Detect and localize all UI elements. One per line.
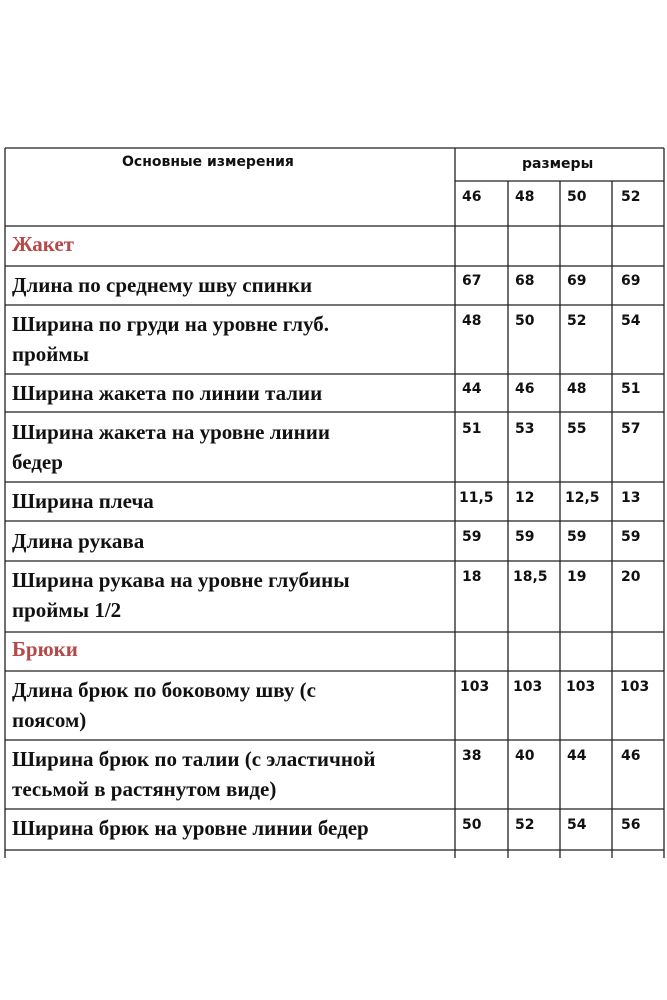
row-value-48: 52 xyxy=(515,817,535,833)
row-value-52: 59 xyxy=(621,529,641,545)
size-50: 50 xyxy=(567,189,587,205)
row-value-48: 53 xyxy=(515,421,535,437)
row-value-48: 103 xyxy=(513,679,543,695)
row-value-52: 56 xyxy=(621,817,641,833)
row-value-48: 40 xyxy=(515,748,535,764)
section-title-jacket: Жакет xyxy=(12,232,74,256)
row-value-48: 50 xyxy=(515,313,535,329)
row-value-46: 38 xyxy=(462,748,482,764)
row-value-50: 59 xyxy=(567,529,587,545)
row-value-50: 69 xyxy=(567,273,587,289)
row-value-50: 103 xyxy=(566,679,596,695)
row-label: Длина брюк по боковому шву (с xyxy=(12,678,316,702)
row-label-line2: бедер xyxy=(12,450,63,474)
size-52: 52 xyxy=(621,189,641,205)
row-label: Ширина брюк на уровне линии бедер xyxy=(12,816,369,840)
row-label-line2: проймы 1/2 xyxy=(12,598,122,622)
row-value-52: 54 xyxy=(621,313,641,329)
row-label: Ширина жакета по линии талии xyxy=(12,381,323,405)
row-value-52: 103 xyxy=(620,679,650,695)
row-label-line2: проймы xyxy=(12,342,90,366)
row-value-50: 55 xyxy=(567,421,587,437)
row-label-line2: поясом) xyxy=(12,708,87,732)
row-value-46: 18 xyxy=(462,569,482,585)
row-value-52: 51 xyxy=(621,381,641,397)
row-value-50: 19 xyxy=(567,569,587,585)
row-label: Ширина плеча xyxy=(12,489,154,513)
row-value-46: 59 xyxy=(462,529,482,545)
row-value-52: 13 xyxy=(621,490,641,506)
row-value-46: 44 xyxy=(462,381,482,397)
size-48: 48 xyxy=(515,189,535,205)
row-value-50: 52 xyxy=(567,313,587,329)
row-value-50: 12,5 xyxy=(565,490,600,506)
row-value-50: 48 xyxy=(567,381,587,397)
row-label: Ширина брюк по талии (с эластичной xyxy=(12,747,376,771)
row-value-46: 103 xyxy=(460,679,490,695)
row-value-52: 69 xyxy=(621,273,641,289)
row-label: Ширина по груди на уровне глуб. xyxy=(12,312,329,336)
row-label: Ширина рукава на уровне глубины xyxy=(12,568,350,592)
row-value-48: 12 xyxy=(515,490,535,506)
row-value-48: 46 xyxy=(515,381,535,397)
row-value-52: 20 xyxy=(621,569,641,585)
row-value-52: 57 xyxy=(621,421,641,437)
row-label-line2: тесьмой в растянутом виде) xyxy=(12,777,277,801)
row-label: Длина по среднему шву спинки xyxy=(12,273,313,297)
row-value-52: 46 xyxy=(621,748,641,764)
row-value-48: 68 xyxy=(515,273,535,289)
row-value-46: 48 xyxy=(462,313,482,329)
row-value-46: 51 xyxy=(462,421,482,437)
size-46: 46 xyxy=(462,189,482,205)
row-value-46: 67 xyxy=(462,273,482,289)
row-label: Длина рукава xyxy=(12,529,145,553)
row-value-48: 59 xyxy=(515,529,535,545)
header-measurements: Основные измерения xyxy=(122,154,294,170)
section-title-trousers: Брюки xyxy=(12,637,78,661)
row-value-50: 54 xyxy=(567,817,587,833)
row-label: Ширина жакета на уровне линии xyxy=(12,420,330,444)
row-value-48: 18,5 xyxy=(513,569,548,585)
row-value-50: 44 xyxy=(567,748,587,764)
row-value-46: 50 xyxy=(462,817,482,833)
header-sizes: размеры xyxy=(522,156,594,172)
row-value-46: 11,5 xyxy=(459,490,494,506)
